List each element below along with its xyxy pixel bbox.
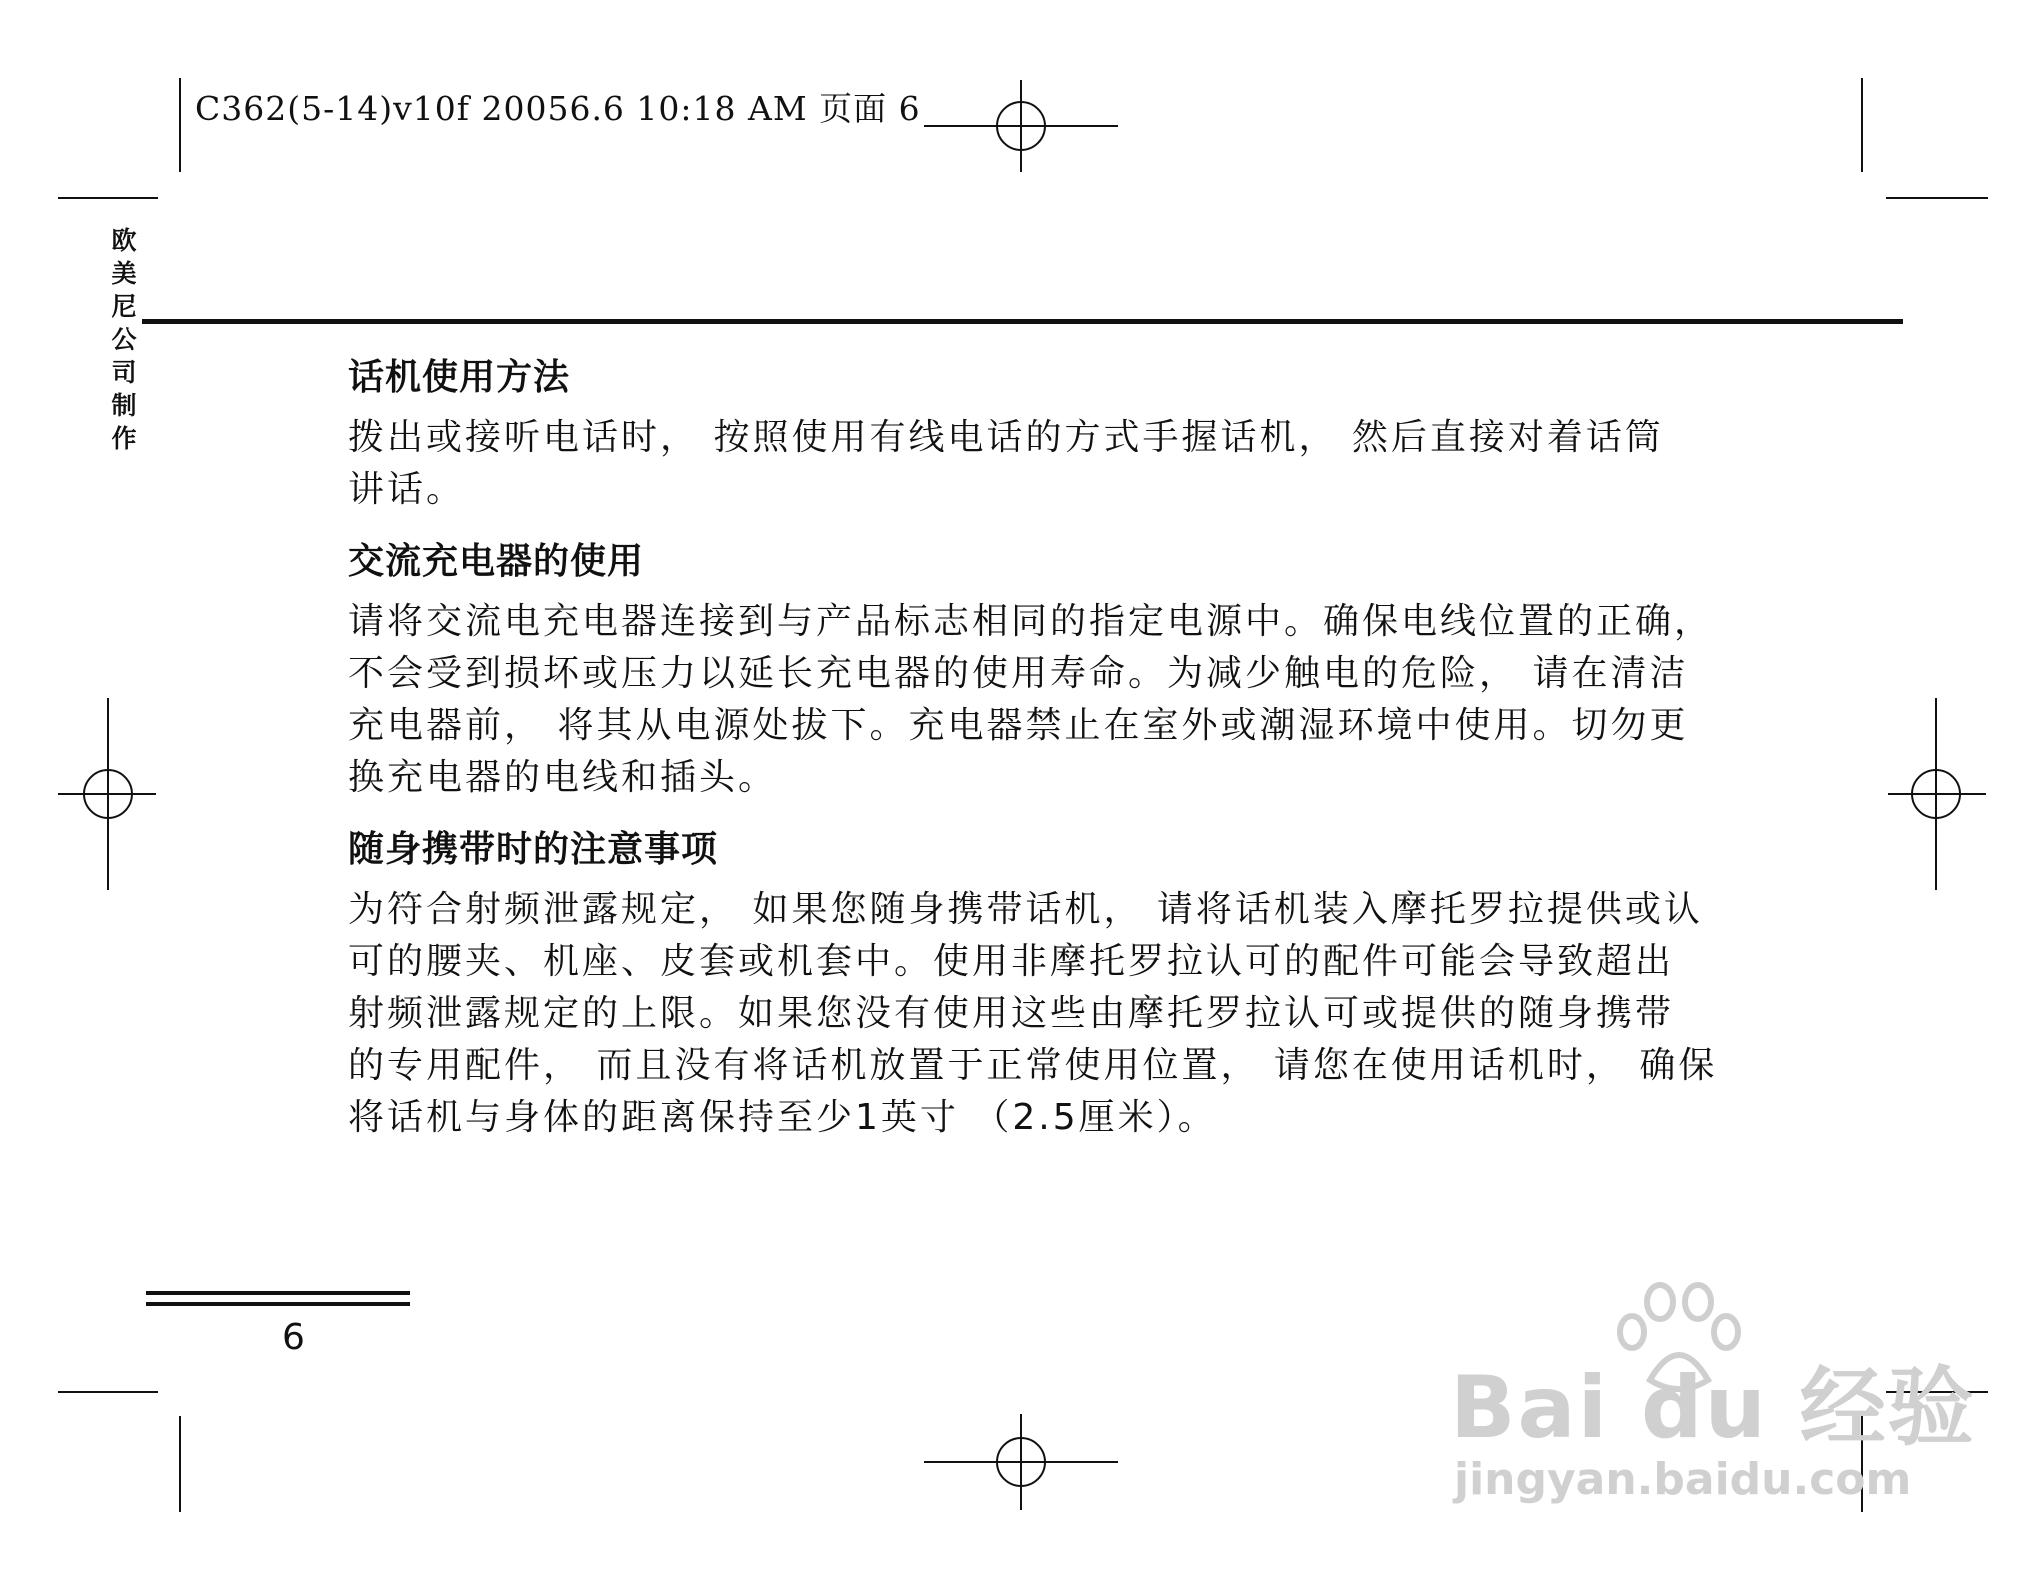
section-body: 为符合射频泄露规定， 如果您随身携带话机， 请将话机装入摩托罗拉提供或认 可的腰夹、机座、皮套或机套中。使用非摩托罗拉认可的配件可能会导致超出 射频泄露规定的上限。如果您没有使用这些由摩托罗拉认可或提供的随身携带 的专用配件， 而且没有将话机放置于正常使用位置， 请您在使用话机时， 确保 将话机与身体的距离保持至少1英寸 （2.5厘米）。 — [348, 889, 1718, 1138]
section-title: 话机使用方法 — [348, 357, 571, 398]
header-rule — [142, 319, 1903, 324]
baidu-jingyan-watermark — [1450, 1280, 1976, 1510]
side-credit: 欧美尼公司制作 — [111, 226, 137, 453]
watermark-logo-text: Bai du 经验 — [1450, 1358, 1976, 1458]
section-title: 随身携带时的注意事项 — [348, 829, 719, 870]
section-title: 交流充电器的使用 — [348, 541, 645, 582]
section-body: 请将交流电充电器连接到与产品标志相同的指定电源中。确保电线位置的正确， 不会受到损坏或压力以延长充电器的使用寿命。为减少触电的危险， 请在清洁 充电器前， 将其从电源处拔下。充电器禁止在室外或潮湿环境中使用。切勿更 换充电器的电线和插头。 — [348, 601, 1714, 798]
print-slug-header: C362(5-14)v10f 20056.6 10:18 AM 页面 6 — [195, 89, 921, 128]
watermark-url: jingyan.baidu.com — [1454, 1454, 1912, 1505]
registration-target-bottom — [924, 1414, 1118, 1510]
footer-rule-bottom — [146, 1302, 410, 1306]
section-handset-usage — [348, 350, 1748, 516]
section-ac-charger — [348, 534, 1748, 804]
main-content — [348, 350, 1748, 1162]
section-body: 拨出或接听电话时， 按照使用有线电话的方式手握话机， 然后直接对着话筒 讲话。 — [348, 417, 1664, 510]
section-carrying-precautions — [348, 822, 1748, 1144]
registration-target-right — [1888, 698, 1986, 890]
registration-target-top — [924, 80, 1118, 172]
page-number: 6 — [282, 1317, 305, 1358]
registration-target-left — [58, 698, 156, 890]
footer-rule-top — [146, 1291, 410, 1295]
